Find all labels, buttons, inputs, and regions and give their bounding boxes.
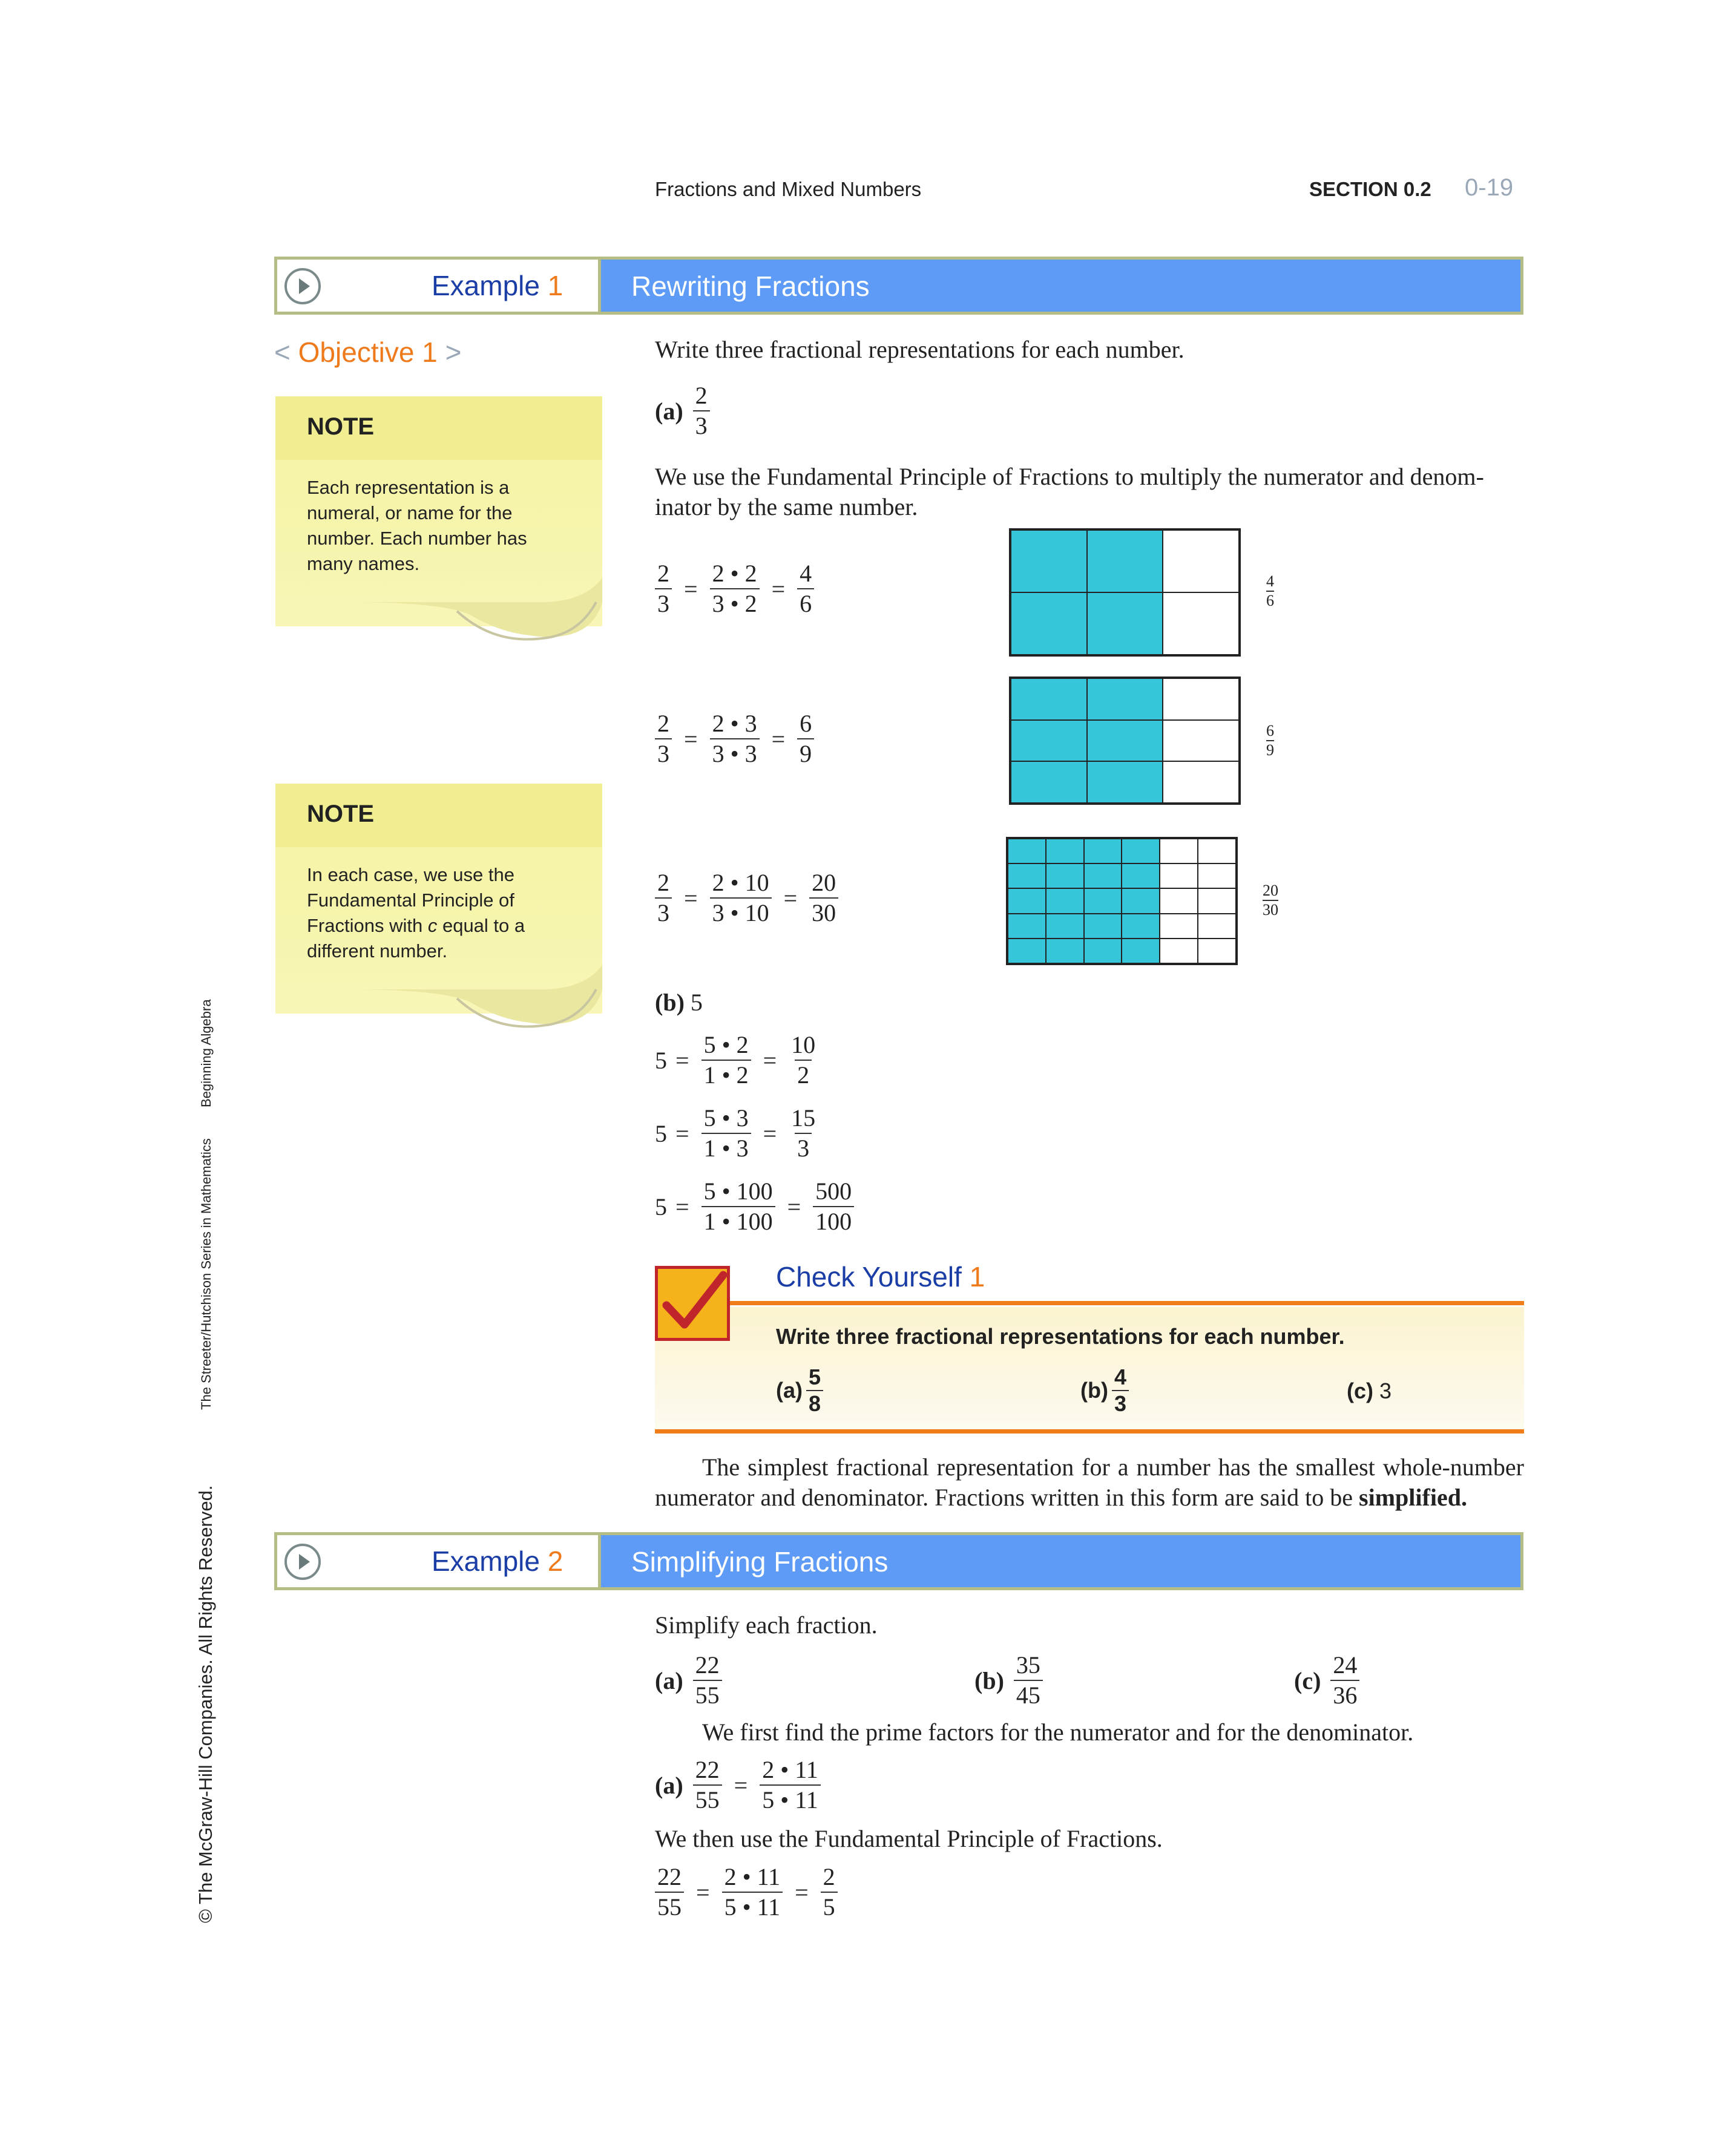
grid-2-label: 6 9 [1266,722,1274,759]
note-1-title: NOTE [307,413,375,440]
check-yourself-bottom-rule [655,1429,1524,1434]
note-2-body: In each case, we use the Fundamental Principle of Fractions with c equal to a different number. [307,864,525,962]
ex1-b-equation-2: 5 = $\frac{5 • 3}{1 • 3}$ = $\frac{15}{3}$ [655,1104,816,1162]
ex2-step-1: We first find the prime factors for the numerator and for the denominator. [702,1719,1414,1746]
check-yourself-top-rule [655,1301,1524,1305]
fraction-grid-6-9 [1009,677,1241,805]
running-title: Fractions and Mixed Numbers [655,178,922,200]
grid-1-label: 4 6 [1266,572,1274,609]
ex2-part-c: (c) $\frac{24}{36}$ [1294,1651,1363,1710]
ex1-explanation: We use the Fundamental Principle of Fractions to multiply the numerator and denom-inator by the same number. [655,463,1484,520]
ex1-equation-3: $\frac{2}{3}$ = $\frac{2 • 10}{3 • 10}$ = $\frac{20}{30}$ [651,868,842,928]
ex1-b-equation-1: 5 = $\frac{5 • 2}{1 • 2}$ = $\frac{10}{2}$ [655,1031,816,1089]
ex1-equation-1: $\frac{2}{3}$ = $\frac{2 • 2}{3 • 2}$ = $\frac{4}{6}$ [651,559,818,618]
ex1-b-equation-3: 5 = $\frac{5 • 100}{1 • 100}$ = $\frac{500}{100}$ [655,1177,858,1236]
note-2 [275,784,602,1014]
note-1-body: Each representation is a numeral, or name for the number. Each number has many names. [307,477,527,574]
ex1-equation-2: $\frac{2}{3}$ = $\frac{2 • 3}{3 • 3}$ = $\frac{6}{9}$ [651,709,818,768]
ex2-instruction: Simplify each fraction. [655,1611,878,1639]
note-1 [275,396,602,626]
checkmark-icon [655,1266,730,1341]
play-arrow-icon[interactable] [284,1544,321,1580]
check-yourself-item-b: (b) $\frac{4}{3}$ [1080,1365,1132,1417]
note-2-title: NOTE [307,801,375,827]
ex2-simplify-equation: $\frac{22}{55}$ = $\frac{2 • 11}{5 • 11}$ = $\frac{2}{5}$ [651,1863,841,1922]
example-1-title: Rewriting Fractions [631,270,870,302]
objective-1: < Objective 1 > [274,336,462,368]
side-copyright: © The McGraw-Hill Companies. All Rights Reserved. [195,1485,216,1923]
example-2-title: Simplifying Fractions [631,1546,889,1578]
check-yourself-item-c: (c) 3 [1347,1378,1392,1403]
example-2-bar [274,1532,1523,1590]
play-arrow-icon[interactable] [284,268,321,304]
ex2-factor-equation: (a) $\frac{22}{55}$ = $\frac{2 • 11}{5 • 11}$ [655,1755,824,1815]
example-2-label: Example 2 [432,1545,564,1577]
fraction-grid-20-30 [1006,837,1238,965]
ex2-part-a: (a) $\frac{22}{55}$ [655,1651,726,1710]
page-curl-icon [348,578,602,650]
fraction-grid-4-6 [1009,528,1241,657]
ex1-part-a: (a) $\frac{2}{3}$ [655,381,714,441]
example-1-bar [274,257,1523,315]
simplified-paragraph: The simplest fractional representation for a number has the smallest whole-number numerator and denominator. Fractions written in this form are said to be simplified. [655,1453,1524,1511]
grid-3-label: 20 30 [1263,882,1278,919]
side-book-title: Beginning Algebra [199,999,214,1107]
ex2-part-b: (b) $\frac{35}{45}$ [974,1651,1046,1710]
check-yourself-instruction: Write three fractional representations for each number. [776,1324,1345,1349]
check-yourself-title: Check Yourself 1 [776,1261,985,1293]
ex1-part-b: (b) 5 [655,989,703,1016]
section-label: SECTION 0.2 [1309,178,1431,200]
check-yourself-item-a: (a) $\frac{5}{8}$ [776,1365,827,1417]
page-curl-icon [348,965,602,1038]
ex1-instruction: Write three fractional representations for each number. [655,336,1184,363]
ex2-step-2: We then use the Fundamental Principle of Fractions. [655,1825,1163,1852]
page-number: 0-19 [1465,174,1514,201]
example-1-label: Example 1 [432,270,564,301]
side-series-title: The Streeter/Hutchison Series in Mathematics [199,1138,214,1410]
